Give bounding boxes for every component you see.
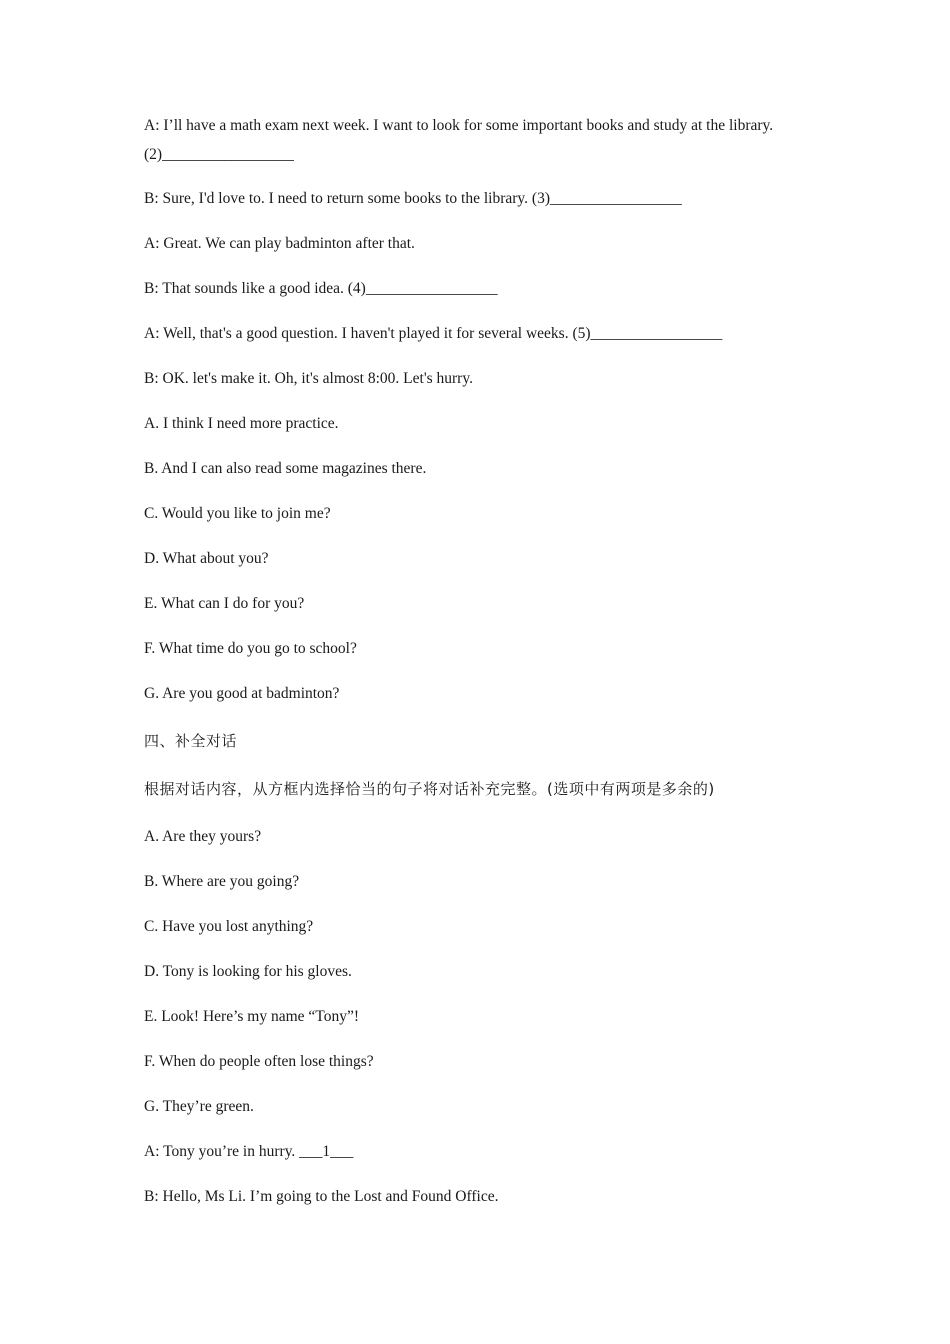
option-g: G. Are you good at badminton? xyxy=(144,685,340,702)
option-g: G. They’re green. xyxy=(144,1098,254,1115)
dialogue-line-b3: B: OK. let's make it. Oh, it's almost 8:00. Let's hurry. xyxy=(144,370,473,387)
option-c: C. Would you like to join me? xyxy=(144,505,331,522)
dialogue-line-a1: A: I’ll have a math exam next week. I want to look for some important books and study at the library. (2)_________________ xyxy=(144,117,774,163)
option-f: F. When do people often lose things? xyxy=(144,1053,374,1070)
option-f: F. What time do you go to school? xyxy=(144,640,357,657)
dialogue-line-a2: A: Great. We can play badminton after that. xyxy=(144,235,415,252)
option-a: A. I think I need more practice. xyxy=(144,415,339,432)
dialogue-line-b: B: Hello, Ms Li. I’m going to the Lost and Found Office. xyxy=(144,1188,499,1205)
option-e: E. Look! Here’s my name “Tony”! xyxy=(144,1008,359,1025)
section-heading: 四、补全对话 xyxy=(144,732,238,750)
dialogue-line-b1: B: Sure, I'd love to. I need to return some books to the library. (3)_________________ xyxy=(144,190,682,207)
dialogue-line-a: A: Tony you’re in hurry. ___1___ xyxy=(144,1143,354,1160)
option-c: C. Have you lost anything? xyxy=(144,918,314,935)
option-b: B. And I can also read some magazines there. xyxy=(144,460,427,477)
option-e: E. What can I do for you? xyxy=(144,595,305,612)
option-b: B. Where are you going? xyxy=(144,873,300,890)
dialogue-line-b2: B: That sounds like a good idea. (4)_________________ xyxy=(144,280,498,297)
option-a: A. Are they yours? xyxy=(144,828,262,845)
section-instruction: 根据对话内容，从方框内选择恰当的句子将对话补充完整。(选项中有两项是多余的) xyxy=(144,780,715,798)
dialogue-line-a3: A: Well, that's a good question. I haven't played it for several weeks. (5)_________________ xyxy=(144,325,723,342)
option-d: D. What about you? xyxy=(144,550,269,567)
option-d: D. Tony is looking for his gloves. xyxy=(144,963,352,980)
